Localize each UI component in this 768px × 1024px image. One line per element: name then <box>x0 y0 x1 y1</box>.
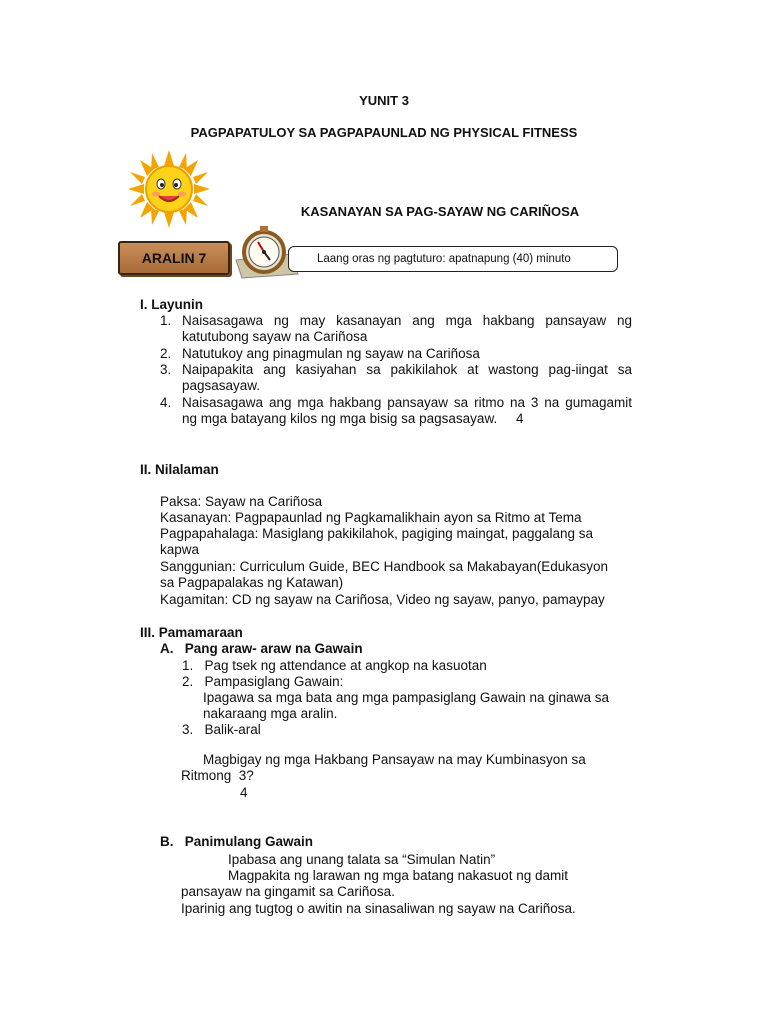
content-line: Kagamitan: CD ng sayaw na Cariñosa, Video ng sayaw, panyo, pamaypay <box>160 592 605 607</box>
time-allotment-text: Laang oras ng pagtuturo: apatnapung (40) minuto <box>317 253 571 265</box>
content-line: pansayaw na gingamit sa Cariñosa. <box>181 884 395 899</box>
content-line: Ritmong 3? <box>181 768 254 783</box>
list-item <box>160 395 632 427</box>
unit-heading: YUNIT 3 <box>359 93 409 108</box>
item-line: Naisasagawa ang mga hakbang pansayaw sa ritmo na 3 na gumagamit <box>182 395 632 410</box>
list-item <box>160 313 632 345</box>
content-line: nakaraang mga aralin. <box>203 706 338 721</box>
content-line: sa Pagpapalakas ng Katawan) <box>160 575 344 590</box>
content-line: Pagpapahalaga: Masiglang pakikilahok, pagiging maingat, paggalang sa <box>160 526 594 541</box>
section-layunin-heading: I. Layunin <box>140 297 204 312</box>
subsection-b-heading: B. Panimulang Gawain <box>160 834 314 849</box>
content-line: Kasanayan: Pagpapaunlad ng Pagkamalikhain ayon sa Ritmo at Tema <box>160 510 582 525</box>
list-item: 1. Pag tsek ng attendance at angkop na kasuotan <box>182 658 487 673</box>
item-line: katutubong sayaw na Cariñosa <box>182 329 368 344</box>
page-number: 4 <box>240 785 248 800</box>
item-line: ng mga batayang kilos ng mga bisig sa pagsasayaw. 4 <box>182 411 524 426</box>
section-pamamaraan-heading: III. Pamamaraan <box>140 625 243 640</box>
content-line: kapwa <box>160 542 200 557</box>
item-line: Natutukoy ang pinagmulan ng sayaw na Cariñosa <box>182 346 480 361</box>
unit-title: PAGPAPATULOY SA PAGPAPAUNLAD NG PHYSICAL FITNESS <box>190 125 578 140</box>
item-line: Naipapakita ang kasiyahan sa pakikilahok at wastong pag-iingat sa <box>182 362 632 377</box>
lesson-title: KASANAYAN SA PAG-SAYAW NG CARIÑOSA <box>300 204 580 219</box>
section-nilalaman-heading: II. Nilalaman <box>140 462 219 477</box>
item-number: 4. <box>160 395 172 410</box>
time-allotment-box <box>288 246 618 272</box>
subsection-a-heading: A. Pang araw- araw na Gawain <box>160 641 363 656</box>
content-line: Ipagawa sa mga bata ang mga pampasiglang Gawain na ginawa sa <box>203 690 610 705</box>
item-number: 2. <box>160 346 172 361</box>
item-number: 3. <box>160 362 172 377</box>
content-line: Sanggunian: Curriculum Guide, BEC Handbook sa Makabayan(Edukasyon <box>160 559 609 574</box>
list-item <box>160 362 632 394</box>
content-line: Iparinig ang tugtog o awitin na sinasaliwan ng sayaw na Cariñosa. <box>181 901 576 916</box>
content-line: Magbigay ng mga Hakbang Pansayaw na may Kumbinasyon sa <box>203 752 586 767</box>
list-item: 2. Pampasiglang Gawain: <box>182 674 344 689</box>
item-number: 1. <box>160 313 172 328</box>
content-line: Ipabasa ang unang talata sa “Simulan Natin” <box>228 852 496 867</box>
item-line: pagsasayaw. <box>182 378 261 393</box>
content-line: Paksa: Sayaw na Cariñosa <box>160 494 323 509</box>
aralin-badge: ARALIN 7 <box>118 241 230 275</box>
list-item <box>160 346 632 362</box>
item-line: Naisasagawa ng may kasanayan ang mga hakbang pansayaw ng <box>182 313 632 328</box>
list-item: 3. Balik-aral <box>182 722 261 737</box>
content-line: Magpakita ng larawan ng mga batang nakasuot ng damit <box>228 868 568 883</box>
